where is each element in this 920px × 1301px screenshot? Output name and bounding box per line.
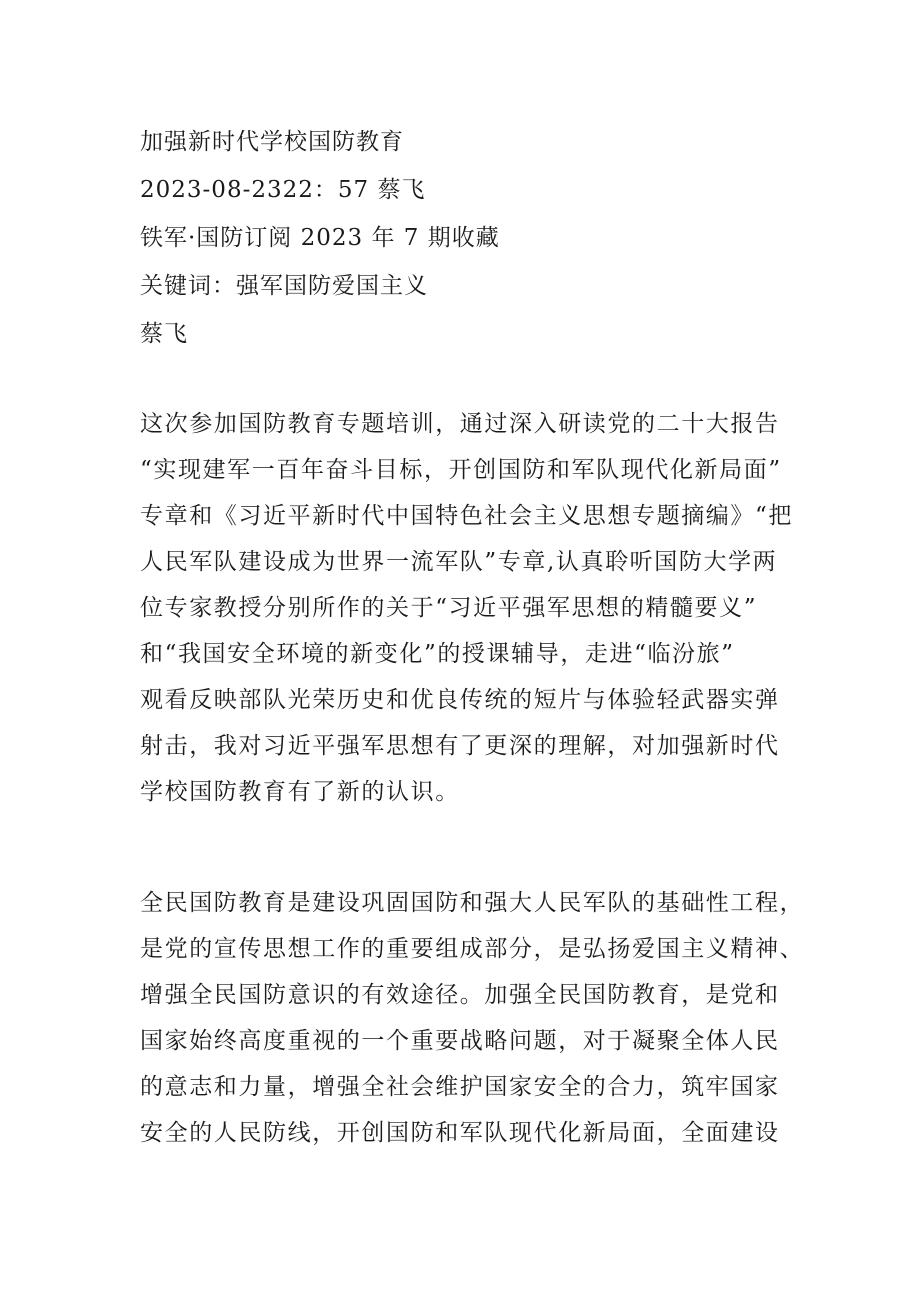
paragraph-line: 位专家教授分别所作的关于“习近平强军思想的精髓要义” — [140, 595, 758, 621]
body-paragraph — [140, 880, 805, 1156]
paragraph-line: 专章和《习近平新时代中国特色社会主义思想专题摘编》“把 — [140, 503, 793, 529]
paragraph-line: 学校国防教育有了新的认识。 — [140, 779, 460, 805]
paragraph-line: 国家始终高度重视的一个重要战略问题，对于凝聚全体人民 — [140, 1028, 780, 1054]
article-title: 加强新时代学校国防教育 — [140, 129, 404, 155]
paragraph-line: 和“我国安全环境的新变化”的授课辅导，走进“临汾旅” — [140, 641, 735, 667]
paragraph-line: 观看反映部队光荣历史和优良传统的短片与体验轻武器实弹 — [140, 687, 780, 713]
article-header — [140, 118, 800, 358]
article-source: 铁军·国防订阅 2023 年 7 期收藏 — [140, 225, 500, 251]
article-datetime-author: 2023-08-2322：57 蔡飞 — [140, 177, 426, 203]
paragraph-line: “实现建军一百年奋斗目标，开创国防和军队现代化新局面” — [140, 457, 782, 483]
body-paragraph — [140, 401, 800, 815]
paragraph-line: 射击，我对习近平强军思想有了更深的理解，对加强新时代 — [140, 733, 780, 759]
paragraph-line: 安全的人民防线，开创国防和军队现代化新局面，全面建设 — [140, 1120, 780, 1146]
paragraph-line: 增强全民国防意识的有效途径。加强全民国防教育，是党和 — [140, 982, 780, 1008]
article-author: 蔡飞 — [140, 321, 188, 347]
paragraph-line: 是党的宣传思想工作的重要组成部分，是弘扬爱国主义精神、 — [140, 936, 805, 962]
paragraph-line: 全民国防教育是建设巩固国防和强大人民军队的基础性工程， — [140, 890, 805, 916]
paragraph-line: 这次参加国防教育专题培训，通过深入研读党的二十大报告 — [140, 411, 780, 437]
paragraph-line: 的意志和力量，增强全社会维护国家安全的合力，筑牢国家 — [140, 1074, 780, 1100]
article-keywords: 关键词：强军国防爱国主义 — [140, 273, 428, 299]
paragraph-line: 人民军队建设成为世界一流军队”专章,认真聆听国防大学两 — [140, 549, 778, 575]
